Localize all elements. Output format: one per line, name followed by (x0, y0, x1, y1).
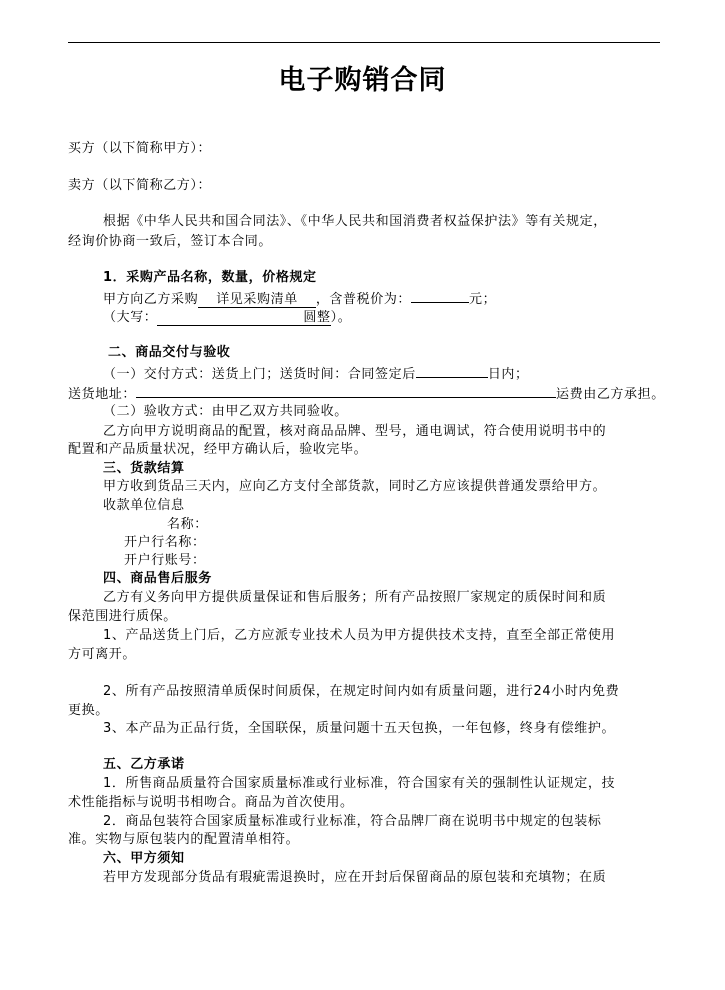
buyer-line: 买方（以下简称甲方）： (68, 141, 212, 156)
header-rule (68, 42, 660, 43)
bank-account-label: 开户行账号： (124, 553, 206, 568)
s1-l1-text-b: ，含普税价为： (315, 292, 412, 307)
s1-l2-text-b: ）。 (330, 310, 352, 325)
section-4-line-1: 乙方有义务向甲方提供质量保证和售后服务；所有产品按照厂家规定的质保时间和质 (103, 590, 607, 605)
intro-line-2: 经询价协商一致后，签订本合同。 (68, 234, 273, 249)
section-5-line-1: 1．所售商品质量符合国家质量标准或行业标准，符合国家有关的强制性认证规定，技 (103, 776, 616, 791)
section-4-line-2: 保范围进行质保。 (68, 609, 177, 624)
section-5-line-2: 术性能指标与说明书相吻合。商品为首次使用。 (68, 795, 354, 810)
section-2-line-5: 配置和产品质量状况，经甲方确认后，验收完毕。 (68, 442, 368, 457)
section-1-line-1 (103, 289, 496, 309)
section-6-heading: 六、甲方须知 (103, 851, 185, 866)
section-5-line-4: 准。实物与原包装内的配置清单相符。 (68, 832, 300, 847)
s1-l1-text-c: 元； (469, 292, 497, 307)
payee-name-label: 名称： (167, 517, 208, 532)
s2-l1-text-a: （一）交付方式：送货上门；送货时间：合同签定后 (103, 367, 416, 382)
section-2-line-3: （二）验收方式：由甲乙双方共同验收。 (103, 404, 348, 419)
section-6-line-1: 若甲方发现部分货品有瑕疵需退换时，应在开封后保留商品的原包装和充填物；在质 (103, 870, 607, 885)
section-5-heading: 五、乙方承诺 (103, 757, 185, 772)
section-4-line-4: 方可离开。 (68, 647, 137, 662)
purchase-item-field: 详见采购清单 (198, 292, 316, 308)
price-blank (411, 289, 469, 303)
intro-line-1: 根据《中华人民共和国合同法》、《中华人民共和国消费者权益保护法》等有关规定， (103, 214, 607, 229)
section-2-line-1 (103, 364, 529, 384)
delivery-days-blank (416, 364, 488, 378)
document-title: 电子购销合同 (278, 65, 447, 96)
s1-l2-text-a: （大写： (103, 310, 158, 325)
section-2-line-4: 乙方向甲方说明商品的配置，核对商品品牌、型号，通电调试，符合使用说明书中的 (103, 424, 607, 439)
section-4-line-7: 3、本产品为正品行货，全国联保，质量问题十五天包换，一年包修，终身有偿维护。 (103, 721, 616, 736)
seller-line: 卖方（以下简称乙方）： (68, 178, 212, 193)
bank-name-label: 开户行名称： (124, 535, 206, 550)
s2-l2-text-a: 送货地址： (68, 387, 137, 402)
s2-l1-text-b: 日内； (487, 367, 529, 382)
delivery-address-blank (136, 384, 556, 398)
section-5-line-3: 2．商品包装符合国家质量标准或行业标准，符合品牌厂商在说明书中规定的包装标 (103, 814, 602, 829)
section-4-line-3: 1、产品送货上门后，乙方应派专业技术人员为甲方提供技术支持，直至全部正常使用 (103, 628, 616, 643)
section-1-heading: 1．采购产品名称，数量，价格规定 (103, 270, 317, 285)
s2-l2-text-b: 运费由乙方承担。 (556, 387, 665, 402)
section-3-line-1: 甲方收到货品三天内，应向乙方支付全部货款，同时乙方应该提供普通发票给甲方。 (103, 479, 607, 494)
section-2-heading: 二、商品交付与验收 (108, 345, 231, 360)
section-4-line-5: 2、所有产品按照清单质保时间质保，在规定时间内如有质量问题，进行24小时内免费 (103, 684, 620, 699)
s1-l1-text-a: 甲方向乙方采购 (103, 292, 199, 307)
section-1-line-2 (103, 309, 351, 327)
section-4-heading: 四、商品售后服务 (103, 571, 212, 586)
section-4-line-6: 更换。 (68, 703, 109, 718)
section-2-line-2 (68, 384, 665, 404)
section-3-line-2: 收款单位信息 (103, 498, 185, 513)
section-3-heading: 三、货款结算 (103, 461, 185, 476)
amount-in-words-field: 圆整 (157, 310, 330, 326)
